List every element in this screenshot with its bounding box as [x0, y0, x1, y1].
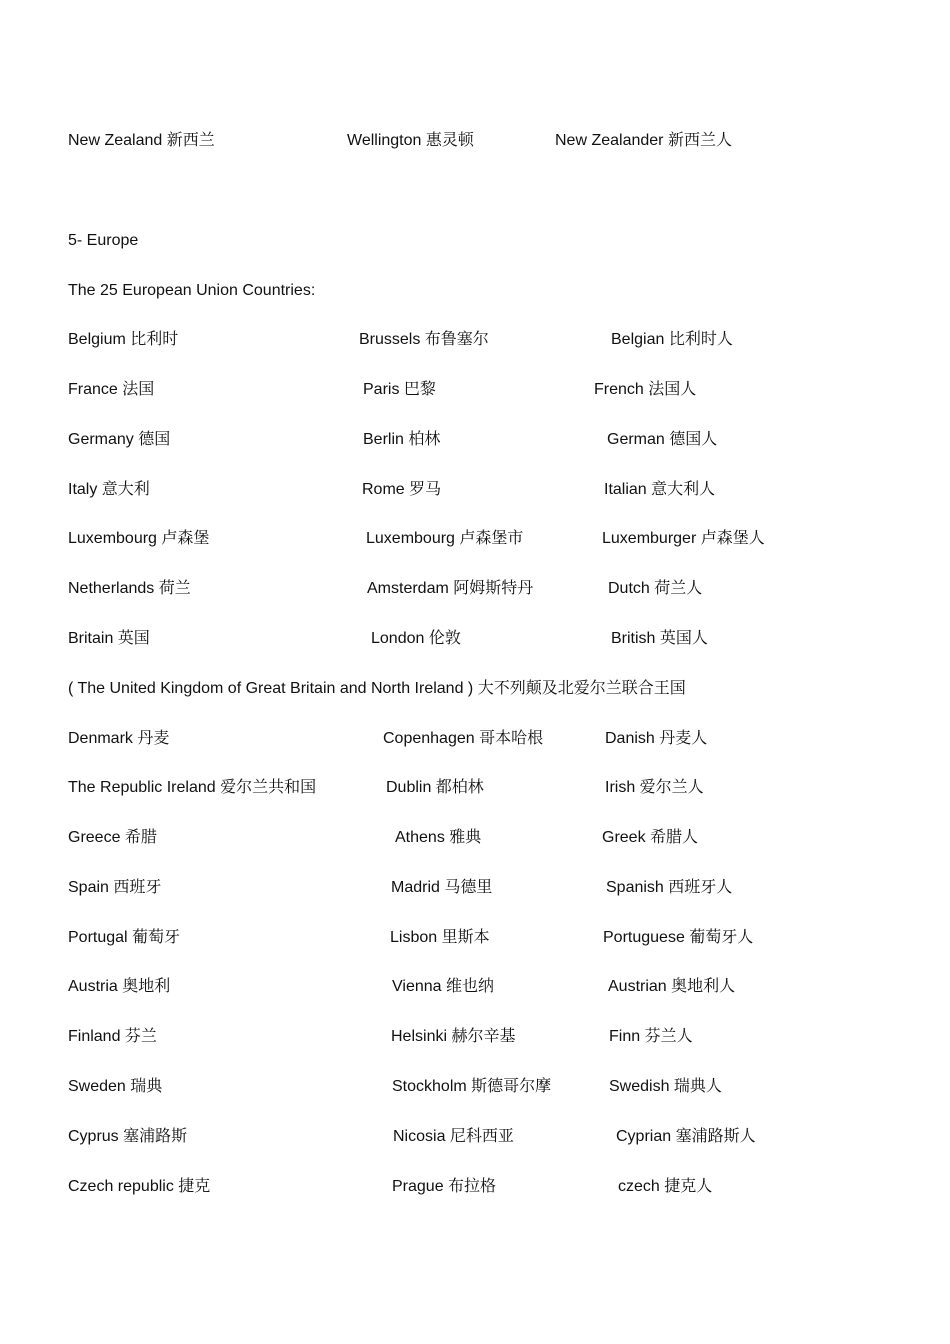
table-row	[0, 429, 950, 451]
country-cell: Britain 英国	[68, 630, 150, 647]
table-row	[0, 777, 950, 799]
people-cell: Italian 意大利人	[604, 481, 716, 498]
capital-cell: Paris 巴黎	[363, 381, 436, 398]
people-cell: Danish 丹麦人	[605, 730, 708, 747]
capital-cell: Athens 雅典	[395, 829, 482, 846]
country-cell: Finland 芬兰	[68, 1028, 157, 1045]
country-cell: Czech republic 捷克	[68, 1178, 211, 1195]
capital-cell: Lisbon 里斯本	[390, 929, 490, 946]
country-cell: Spain 西班牙	[68, 879, 162, 896]
capital-cell: Berlin 柏林	[363, 431, 441, 448]
country-cell: Cyprus 塞浦路斯	[68, 1128, 188, 1145]
capital-cell: Rome 罗马	[362, 481, 442, 498]
people-cell: New Zealander 新西兰人	[555, 132, 732, 149]
people-cell: Luxemburger 卢森堡人	[602, 530, 765, 547]
country-cell: The Republic Ireland 爱尔兰共和国	[68, 779, 317, 796]
table-row	[0, 927, 950, 949]
uk-note-text: ( The United Kingdom of Great Britain and North Ireland ) 大不列颠及北爱尔兰联合王国	[68, 680, 686, 697]
people-cell: French 法国人	[594, 381, 697, 398]
capital-cell: Prague 布拉格	[392, 1178, 497, 1195]
people-cell: Irish 爱尔兰人	[605, 779, 704, 796]
people-cell: Greek 希腊人	[602, 829, 699, 846]
country-cell: Denmark 丹麦	[68, 730, 170, 747]
capital-cell: Amsterdam 阿姆斯特丹	[367, 580, 534, 597]
capital-cell: Madrid 马德里	[391, 879, 493, 896]
table-row	[0, 827, 950, 849]
country-cell: Italy 意大利	[68, 481, 150, 498]
country-cell: Sweden 瑞典	[68, 1078, 163, 1095]
table-row	[0, 1026, 950, 1048]
people-cell: Portuguese 葡萄牙人	[603, 929, 754, 946]
table-row	[0, 877, 950, 899]
country-cell: Luxembourg 卢森堡	[68, 530, 210, 547]
section-heading-text: 5- Europe	[68, 232, 139, 249]
table-row	[0, 728, 950, 750]
table-row	[0, 379, 950, 401]
country-cell: Greece 希腊	[68, 829, 157, 846]
capital-cell: Luxembourg 卢森堡市	[366, 530, 524, 547]
people-cell: Cyprian 塞浦路斯人	[616, 1128, 756, 1145]
table-row	[0, 479, 950, 501]
table-row	[0, 1176, 950, 1198]
capital-cell: Copenhagen 哥本哈根	[383, 730, 544, 747]
capital-cell: Nicosia 尼科西亚	[393, 1128, 514, 1145]
table-row	[0, 628, 950, 650]
table-row	[0, 1126, 950, 1148]
people-cell: German 德国人	[607, 431, 718, 448]
country-cell: Portugal 葡萄牙	[68, 929, 181, 946]
people-cell: Belgian 比利时人	[611, 331, 733, 348]
people-cell: czech 捷克人	[618, 1178, 713, 1195]
uk-note	[0, 678, 950, 700]
subheading	[0, 280, 950, 302]
capital-cell: Dublin 都柏林	[386, 779, 484, 796]
table-row	[0, 130, 950, 152]
table-row	[0, 528, 950, 550]
country-cell: Germany 德国	[68, 431, 171, 448]
country-cell: Austria 奥地利	[68, 978, 171, 995]
table-row	[0, 329, 950, 351]
table-row	[0, 976, 950, 998]
capital-cell: Vienna 维也纳	[392, 978, 494, 995]
country-cell: France 法国	[68, 381, 155, 398]
capital-cell: Wellington 惠灵顿	[347, 132, 474, 149]
country-cell: New Zealand 新西兰	[68, 132, 215, 149]
capital-cell: London 伦敦	[371, 630, 461, 647]
table-row	[0, 1076, 950, 1098]
capital-cell: Brussels 布鲁塞尔	[359, 331, 489, 348]
subheading-text: The 25 European Union Countries:	[68, 282, 316, 299]
people-cell: Dutch 荷兰人	[608, 580, 703, 597]
people-cell: Spanish 西班牙人	[606, 879, 733, 896]
section-heading	[0, 230, 950, 252]
people-cell: Finn 芬兰人	[609, 1028, 693, 1045]
capital-cell: Stockholm 斯德哥尔摩	[392, 1078, 552, 1095]
table-row	[0, 578, 950, 600]
people-cell: British 英国人	[611, 630, 708, 647]
country-cell: Netherlands 荷兰	[68, 580, 191, 597]
people-cell: Austrian 奥地利人	[608, 978, 736, 995]
country-cell: Belgium 比利时	[68, 331, 179, 348]
capital-cell: Helsinki 赫尔辛基	[391, 1028, 516, 1045]
people-cell: Swedish 瑞典人	[609, 1078, 722, 1095]
